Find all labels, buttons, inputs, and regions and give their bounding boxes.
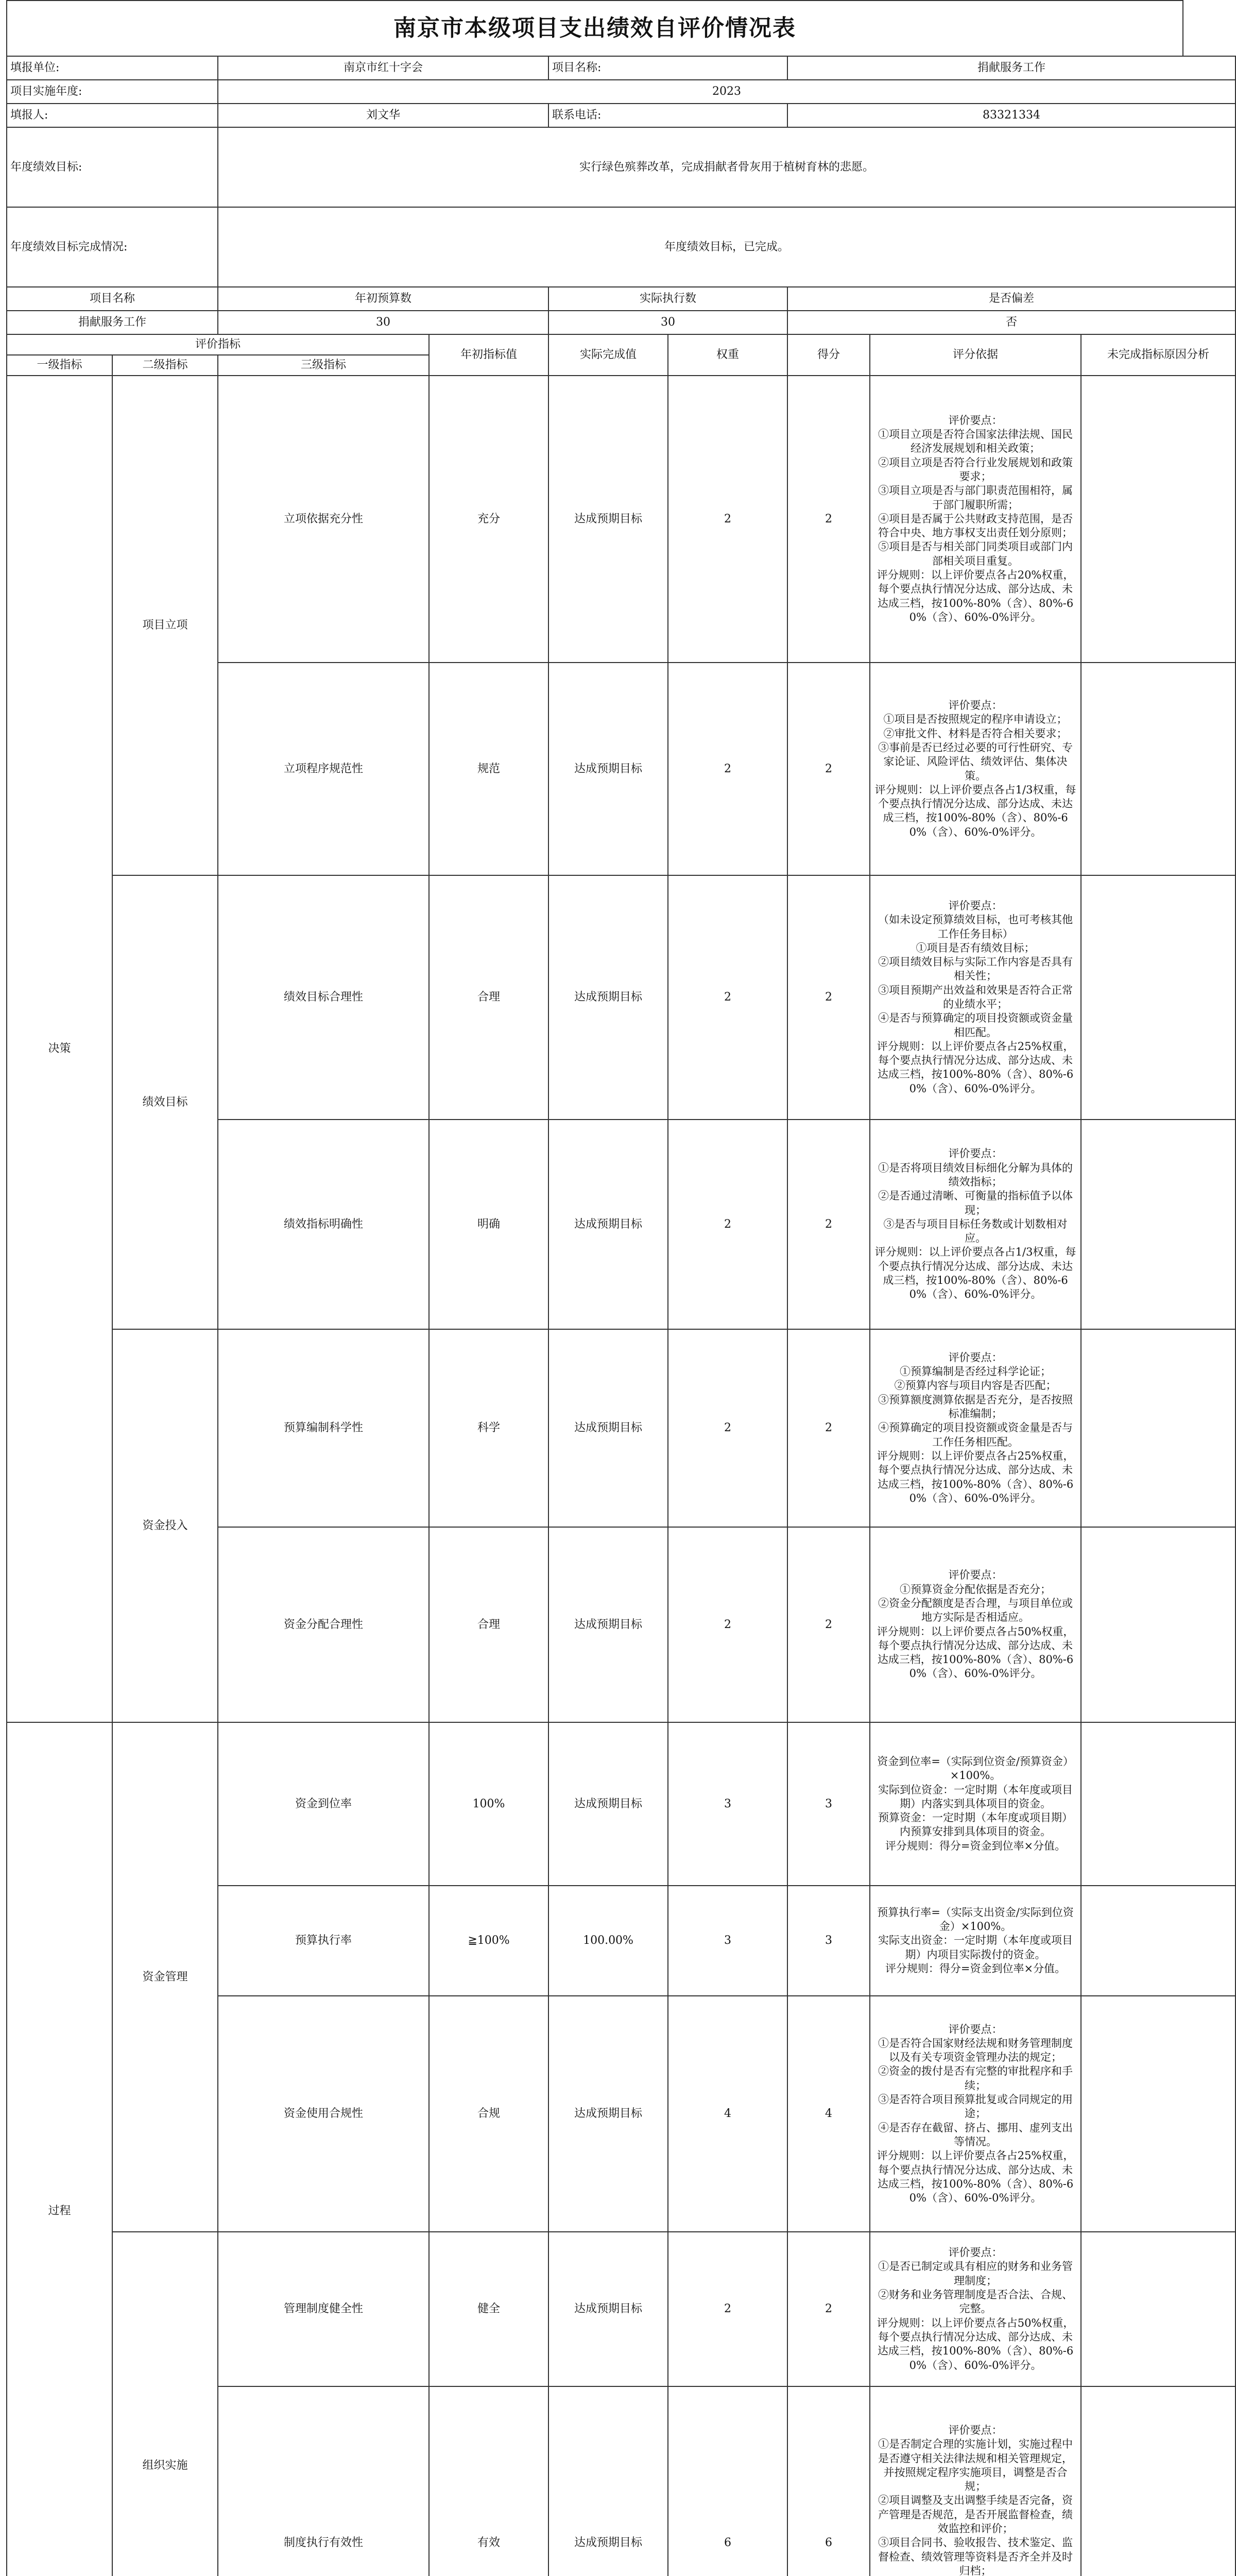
evaluation-table: [6, 56, 1236, 2576]
goal-label: 年度绩效目标:: [7, 127, 218, 207]
scoring-basis: [870, 2232, 1081, 2386]
phone-label: 联系电话:: [548, 104, 787, 127]
reason-cell: [1081, 376, 1235, 663]
evaluation-form: [6, 0, 1210, 2576]
header-weight: 权重: [668, 334, 787, 376]
target-value: 合理: [429, 875, 548, 1120]
header-target: 年初指标值: [429, 334, 548, 376]
scoring-basis-line: ③项目合同书、验收报告、技术鉴定、监督检查、绩效管理等资料是否齐全并及时归档；: [878, 2536, 1073, 2576]
actual-value: 达成预期目标: [548, 376, 668, 663]
budget-header-project: 项目名称: [7, 287, 218, 311]
scoring-basis-line: ④预算确定的项目投资额或资金量是否与工作任务相匹配。: [878, 1421, 1073, 1448]
scoring-basis: [870, 1329, 1081, 1527]
project-label: 项目名称:: [548, 56, 787, 80]
score-value: 2: [787, 376, 870, 663]
budget-deviation: 否: [787, 311, 1235, 334]
budget-initial: 30: [218, 311, 548, 334]
header-indicator: 评价指标: [7, 334, 429, 355]
indicator-name: 资金分配合理性: [218, 1527, 429, 1722]
scoring-basis-line: ②项目调整及支出调整手续是否完备，资产管理是否规范，是否开展监督检查，绩效监控和评价；: [878, 2494, 1073, 2535]
table-row: [7, 2232, 1235, 2386]
indicator-name: 资金使用合规性: [218, 1996, 429, 2232]
score-value: 6: [787, 2386, 870, 2576]
group-decision: 决策: [7, 376, 112, 1722]
scoring-basis-line: 评价要点：: [948, 1569, 1003, 1582]
scoring-basis: [870, 875, 1081, 1120]
weight-value: 2: [668, 1527, 787, 1722]
year-value: 2023: [218, 80, 1235, 104]
scoring-basis-line: 预算资金：一定时期（本年度或项目期）内预算安排到具体项目的资金。: [878, 1811, 1073, 1838]
indicator-header-row: [7, 334, 1235, 355]
header-score: 得分: [787, 334, 870, 376]
scoring-basis: [870, 2386, 1081, 2576]
budget-header-initial: 年初预算数: [218, 287, 548, 311]
budget-header-actual: 实际执行数: [548, 287, 787, 311]
actual-value: 达成预期目标: [548, 663, 668, 875]
header-level3: 三级指标: [218, 355, 429, 376]
scoring-basis-line: 评价要点：: [948, 1147, 1003, 1160]
scoring-basis-line: ②是否通过清晰、可衡量的指标值予以体现；: [878, 1190, 1073, 1216]
actual-value: 达成预期目标: [548, 875, 668, 1120]
weight-value: 3: [668, 1722, 787, 1886]
scoring-basis-line: ①项目是否按照规定的程序申请设立；: [883, 713, 1068, 726]
scoring-basis-line: 评价要点：: [948, 2023, 1003, 2036]
reason-cell: [1081, 1996, 1235, 2232]
unit-value: 南京市红十字会: [218, 56, 548, 80]
indicator-name: 资金到位率: [218, 1722, 429, 1886]
scoring-basis-line: 评价要点：: [948, 414, 1003, 427]
scoring-basis-line: 实际支出资金：一定时期（本年度或项目期）内项目实际拨付的资金。: [878, 1934, 1073, 1961]
info-row-done: [7, 207, 1235, 287]
scoring-basis-line: 评分规则：以上评价要点各占25%权重，每个要点执行情况分达成、部分达成、未达成三档，按100%-80%（含）、80%-60%（含）、60%-0%评分。: [877, 2149, 1074, 2205]
score-value: 2: [787, 1527, 870, 1722]
score-value: 2: [787, 1120, 870, 1329]
target-value: 有效: [429, 2386, 548, 2576]
scoring-basis-line: ③是否符合项目预算批复或合同规定的用途；: [878, 2093, 1073, 2120]
scoring-basis: [870, 663, 1081, 875]
group-fund: 资金投入: [112, 1329, 218, 1722]
scoring-basis-line: ①预算编制是否经过科学论证；: [900, 1365, 1052, 1378]
reason-cell: [1081, 2232, 1235, 2386]
scoring-basis-line: ②财务和业务管理制度是否合法、合规、完整。: [878, 2289, 1073, 2315]
scoring-basis-line: ③预算额度测算依据是否充分，是否按照标准编制；: [878, 1393, 1073, 1420]
weight-value: 2: [668, 875, 787, 1120]
scoring-basis-line: （如未设定预算绩效目标，也可考核其他工作任务目标）: [878, 913, 1073, 940]
score-value: 2: [787, 663, 870, 875]
header-actual: 实际完成值: [548, 334, 668, 376]
year-label: 项目实施年度:: [7, 80, 218, 104]
target-value: ≧100%: [429, 1886, 548, 1996]
scoring-basis-line: 评分规则：以上评价要点各占1/3权重，每个要点执行情况分达成、部分达成、未达成三档，按100%-80%（含）、80%-60%（含）、60%-0%评分。: [874, 783, 1076, 838]
scoring-basis: [870, 1120, 1081, 1329]
scoring-basis-line: 评分规则：以上评价要点各占50%权重，每个要点执行情况分达成、部分达成、未达成三档，按100%-80%（含）、80%-60%（含）、60%-0%评分。: [877, 1625, 1074, 1680]
budget-actual: 30: [548, 311, 787, 334]
table-row: [7, 376, 1235, 663]
page-title: 南京市本级项目支出绩效自评价情况表: [6, 0, 1183, 56]
scoring-basis-line: 评分规则：得分=资金到位率×分值。: [885, 1962, 1066, 1975]
scoring-basis-line: ②资金的拨付是否有完整的审批程序和手续；: [878, 2065, 1073, 2092]
actual-value: 达成预期目标: [548, 2232, 668, 2386]
indicator-name: 立项依据充分性: [218, 376, 429, 663]
target-value: 健全: [429, 2232, 548, 2386]
header-level2: 二级指标: [112, 355, 218, 376]
header-reason: 未完成指标原因分析: [1081, 334, 1235, 376]
reason-cell: [1081, 1329, 1235, 1527]
scoring-basis-line: ②资金分配额度是否合理，与项目单位或地方实际是否相适应。: [878, 1597, 1073, 1624]
scoring-basis-line: ②项目立项是否符合行业发展规划和政策要求；: [878, 456, 1073, 483]
scoring-basis-line: 评分规则：以上评价要点各占25%权重，每个要点执行情况分达成、部分达成、未达成三档，按100%-80%（含）、80%-60%（含）、60%-0%评分。: [877, 1040, 1074, 1095]
info-row-goal: [7, 127, 1235, 207]
actual-value: 达成预期目标: [548, 2386, 668, 2576]
scoring-basis-line: ③是否与项目目标任务数或计划数相对应。: [883, 1217, 1068, 1245]
scoring-basis-line: 评价要点：: [948, 1351, 1003, 1364]
phone-value: 83321334: [787, 104, 1235, 127]
target-value: 规范: [429, 663, 548, 875]
weight-value: 2: [668, 2232, 787, 2386]
scoring-basis-line: ④是否存在截留、挤占、挪用、虚列支出等情况。: [878, 2121, 1073, 2148]
project-value: 捐献服务工作: [787, 56, 1235, 80]
score-value: 4: [787, 1996, 870, 2232]
weight-value: 2: [668, 1120, 787, 1329]
reason-cell: [1081, 1722, 1235, 1886]
scoring-basis-line: ③事前是否已经过必要的可行性研究、专家论证、风险评估、绩效评估、集体决策。: [878, 741, 1073, 782]
weight-value: 6: [668, 2386, 787, 2576]
actual-value: 达成预期目标: [548, 1722, 668, 1886]
actual-value: 达成预期目标: [548, 1527, 668, 1722]
info-row-year: [7, 80, 1235, 104]
scoring-basis-line: ①是否已制定或具有相应的财务和业务管理制度；: [878, 2260, 1073, 2287]
scoring-basis-line: ②项目绩效目标与实际工作内容是否具有相关性；: [878, 956, 1073, 982]
budget-project: 捐献服务工作: [7, 311, 218, 334]
scoring-basis-line: 评分规则：以上评价要点各占25%权重，每个要点执行情况分达成、部分达成、未达成三档，按100%-80%（含）、80%-60%（含）、60%-0%评分。: [877, 1449, 1074, 1504]
scoring-basis-line: ②预算内容与项目内容是否匹配；: [894, 1379, 1057, 1392]
reason-cell: [1081, 2386, 1235, 2576]
indicator-name: 管理制度健全性: [218, 2232, 429, 2386]
scoring-basis-line: ①预算资金分配依据是否充分；: [900, 1583, 1052, 1596]
actual-value: 达成预期目标: [548, 1120, 668, 1329]
weight-value: 2: [668, 663, 787, 875]
scoring-basis-line: 评价要点：: [948, 2424, 1003, 2436]
done-value: 年度绩效目标，已完成。: [218, 207, 1235, 287]
group-org: 组织实施: [112, 2232, 218, 2576]
group-fundmgmt: 资金管理: [112, 1722, 218, 2232]
scoring-basis-line: ①项目是否有绩效目标；: [916, 941, 1035, 954]
weight-value: 2: [668, 1329, 787, 1527]
info-row-filler: [7, 104, 1235, 127]
actual-value: 100.00%: [548, 1886, 668, 1996]
budget-header-deviation: 是否偏差: [787, 287, 1235, 311]
target-value: 合理: [429, 1527, 548, 1722]
scoring-basis-line: 评价要点：: [948, 899, 1003, 912]
scoring-basis-line: 评分规则：以上评价要点各占1/3权重，每个要点执行情况分达成、部分达成、未达成三档，按100%-80%（含）、80%-60%（含）、60%-0%评分。: [874, 1246, 1076, 1301]
header-level1: 一级指标: [7, 355, 112, 376]
reason-cell: [1081, 1886, 1235, 1996]
scoring-basis-line: ②审批文件、材料是否符合相关要求；: [883, 727, 1068, 740]
scoring-basis: [870, 376, 1081, 663]
unit-label: 填报单位:: [7, 56, 218, 80]
weight-value: 3: [668, 1886, 787, 1996]
scoring-basis-line: ④项目是否属于公共财政支持范围，是否符合中央、地方事权支出责任划分原则；: [878, 512, 1073, 539]
target-value: 充分: [429, 376, 548, 663]
scoring-basis-line: 评分规则：以上评价要点各占20%权重，每个要点执行情况分达成、部分达成、未达成三档，按100%-80%（含）、80%-60%（含）、60%-0%评分。: [877, 569, 1074, 623]
score-value: 2: [787, 1329, 870, 1527]
scoring-basis-line: ①是否制定合理的实施计划，实施过程中是否遵守相关法律法规和相关管理规定，并按照规定程序实施项目，调整是否合规；: [878, 2438, 1073, 2493]
scoring-basis-line: ③项目立项是否与部门职责范围相符，属于部门履职所需；: [878, 484, 1073, 511]
reason-cell: [1081, 663, 1235, 875]
scoring-basis: [870, 1886, 1081, 1996]
scoring-basis-line: 资金到位率=（实际到位资金/预算资金）×100%。: [877, 1755, 1074, 1782]
scoring-basis-line: 评分规则：以上评价要点各占50%权重，每个要点执行情况分达成、部分达成、未达成三档，按100%-80%（含）、80%-60%（含）、60%-0%评分。: [877, 2316, 1074, 2371]
scoring-basis-line: 预算执行率=（实际支出资金/实际到位资金）×100%。: [877, 1906, 1074, 1933]
header-basis: 评分依据: [870, 334, 1081, 376]
weight-value: 2: [668, 376, 787, 663]
group-setup: 项目立项: [112, 376, 218, 875]
score-value: 2: [787, 2232, 870, 2386]
done-label: 年度绩效目标完成情况:: [7, 207, 218, 287]
indicator-name: 绩效指标明确性: [218, 1120, 429, 1329]
indicator-name: 绩效目标合理性: [218, 875, 429, 1120]
group-goal: 绩效目标: [112, 875, 218, 1329]
indicator-name: 立项程序规范性: [218, 663, 429, 875]
scoring-basis-line: 评价要点：: [948, 699, 1003, 712]
actual-value: 达成预期目标: [548, 1996, 668, 2232]
score-value: 3: [787, 1722, 870, 1886]
goal-value: 实行绿色殡葬改革，完成捐献者骨灰用于植树育林的悲愿。: [218, 127, 1235, 207]
scoring-basis-line: ①是否将项目绩效目标细化分解为具体的绩效指标；: [878, 1161, 1073, 1188]
reason-cell: [1081, 1527, 1235, 1722]
scoring-basis-line: ③项目预期产出效益和效果是否符合正常的业绩水平；: [878, 984, 1073, 1010]
indicator-name: 预算编制科学性: [218, 1329, 429, 1527]
scoring-basis-line: ⑤项目是否与相关部门同类项目或部门内部相关项目重复。: [878, 540, 1073, 567]
table-row: [7, 1329, 1235, 1527]
budget-row: [7, 311, 1235, 334]
scoring-basis-line: ①是否符合国家财经法规和财务管理制度以及有关专项资金管理办法的规定；: [878, 2037, 1073, 2064]
budget-header-row: [7, 287, 1235, 311]
reason-cell: [1081, 1120, 1235, 1329]
target-value: 明确: [429, 1120, 548, 1329]
scoring-basis-line: ①项目立项是否符合国家法律法规、国民经济发展规划和相关政策；: [878, 428, 1073, 455]
score-value: 2: [787, 875, 870, 1120]
filler-value: 刘文华: [218, 104, 548, 127]
actual-value: 达成预期目标: [548, 1329, 668, 1527]
scoring-basis-line: ④是否与预算确定的项目投资额或资金量相匹配。: [878, 1012, 1073, 1039]
scoring-basis: [870, 1722, 1081, 1886]
scoring-basis-line: 评价要点：: [948, 2246, 1003, 2259]
target-value: 合规: [429, 1996, 548, 2232]
scoring-basis: [870, 1996, 1081, 2232]
indicator-name: 制度执行有效性: [218, 2386, 429, 2576]
filler-label: 填报人:: [7, 104, 218, 127]
table-row: [7, 875, 1235, 1120]
target-value: 100%: [429, 1722, 548, 1886]
score-value: 3: [787, 1886, 870, 1996]
scoring-basis-line: 实际到位资金：一定时期（本年度或项目期）内落实到具体项目的资金。: [878, 1783, 1073, 1810]
scoring-basis-line: 评分规则：得分=资金到位率×分值。: [885, 1839, 1066, 1852]
table-row: [7, 1722, 1235, 1886]
info-row-unit: [7, 56, 1235, 80]
target-value: 科学: [429, 1329, 548, 1527]
weight-value: 4: [668, 1996, 787, 2232]
scoring-basis: [870, 1527, 1081, 1722]
group-process: 过程: [7, 1722, 112, 2576]
reason-cell: [1081, 875, 1235, 1120]
indicator-name: 预算执行率: [218, 1886, 429, 1996]
